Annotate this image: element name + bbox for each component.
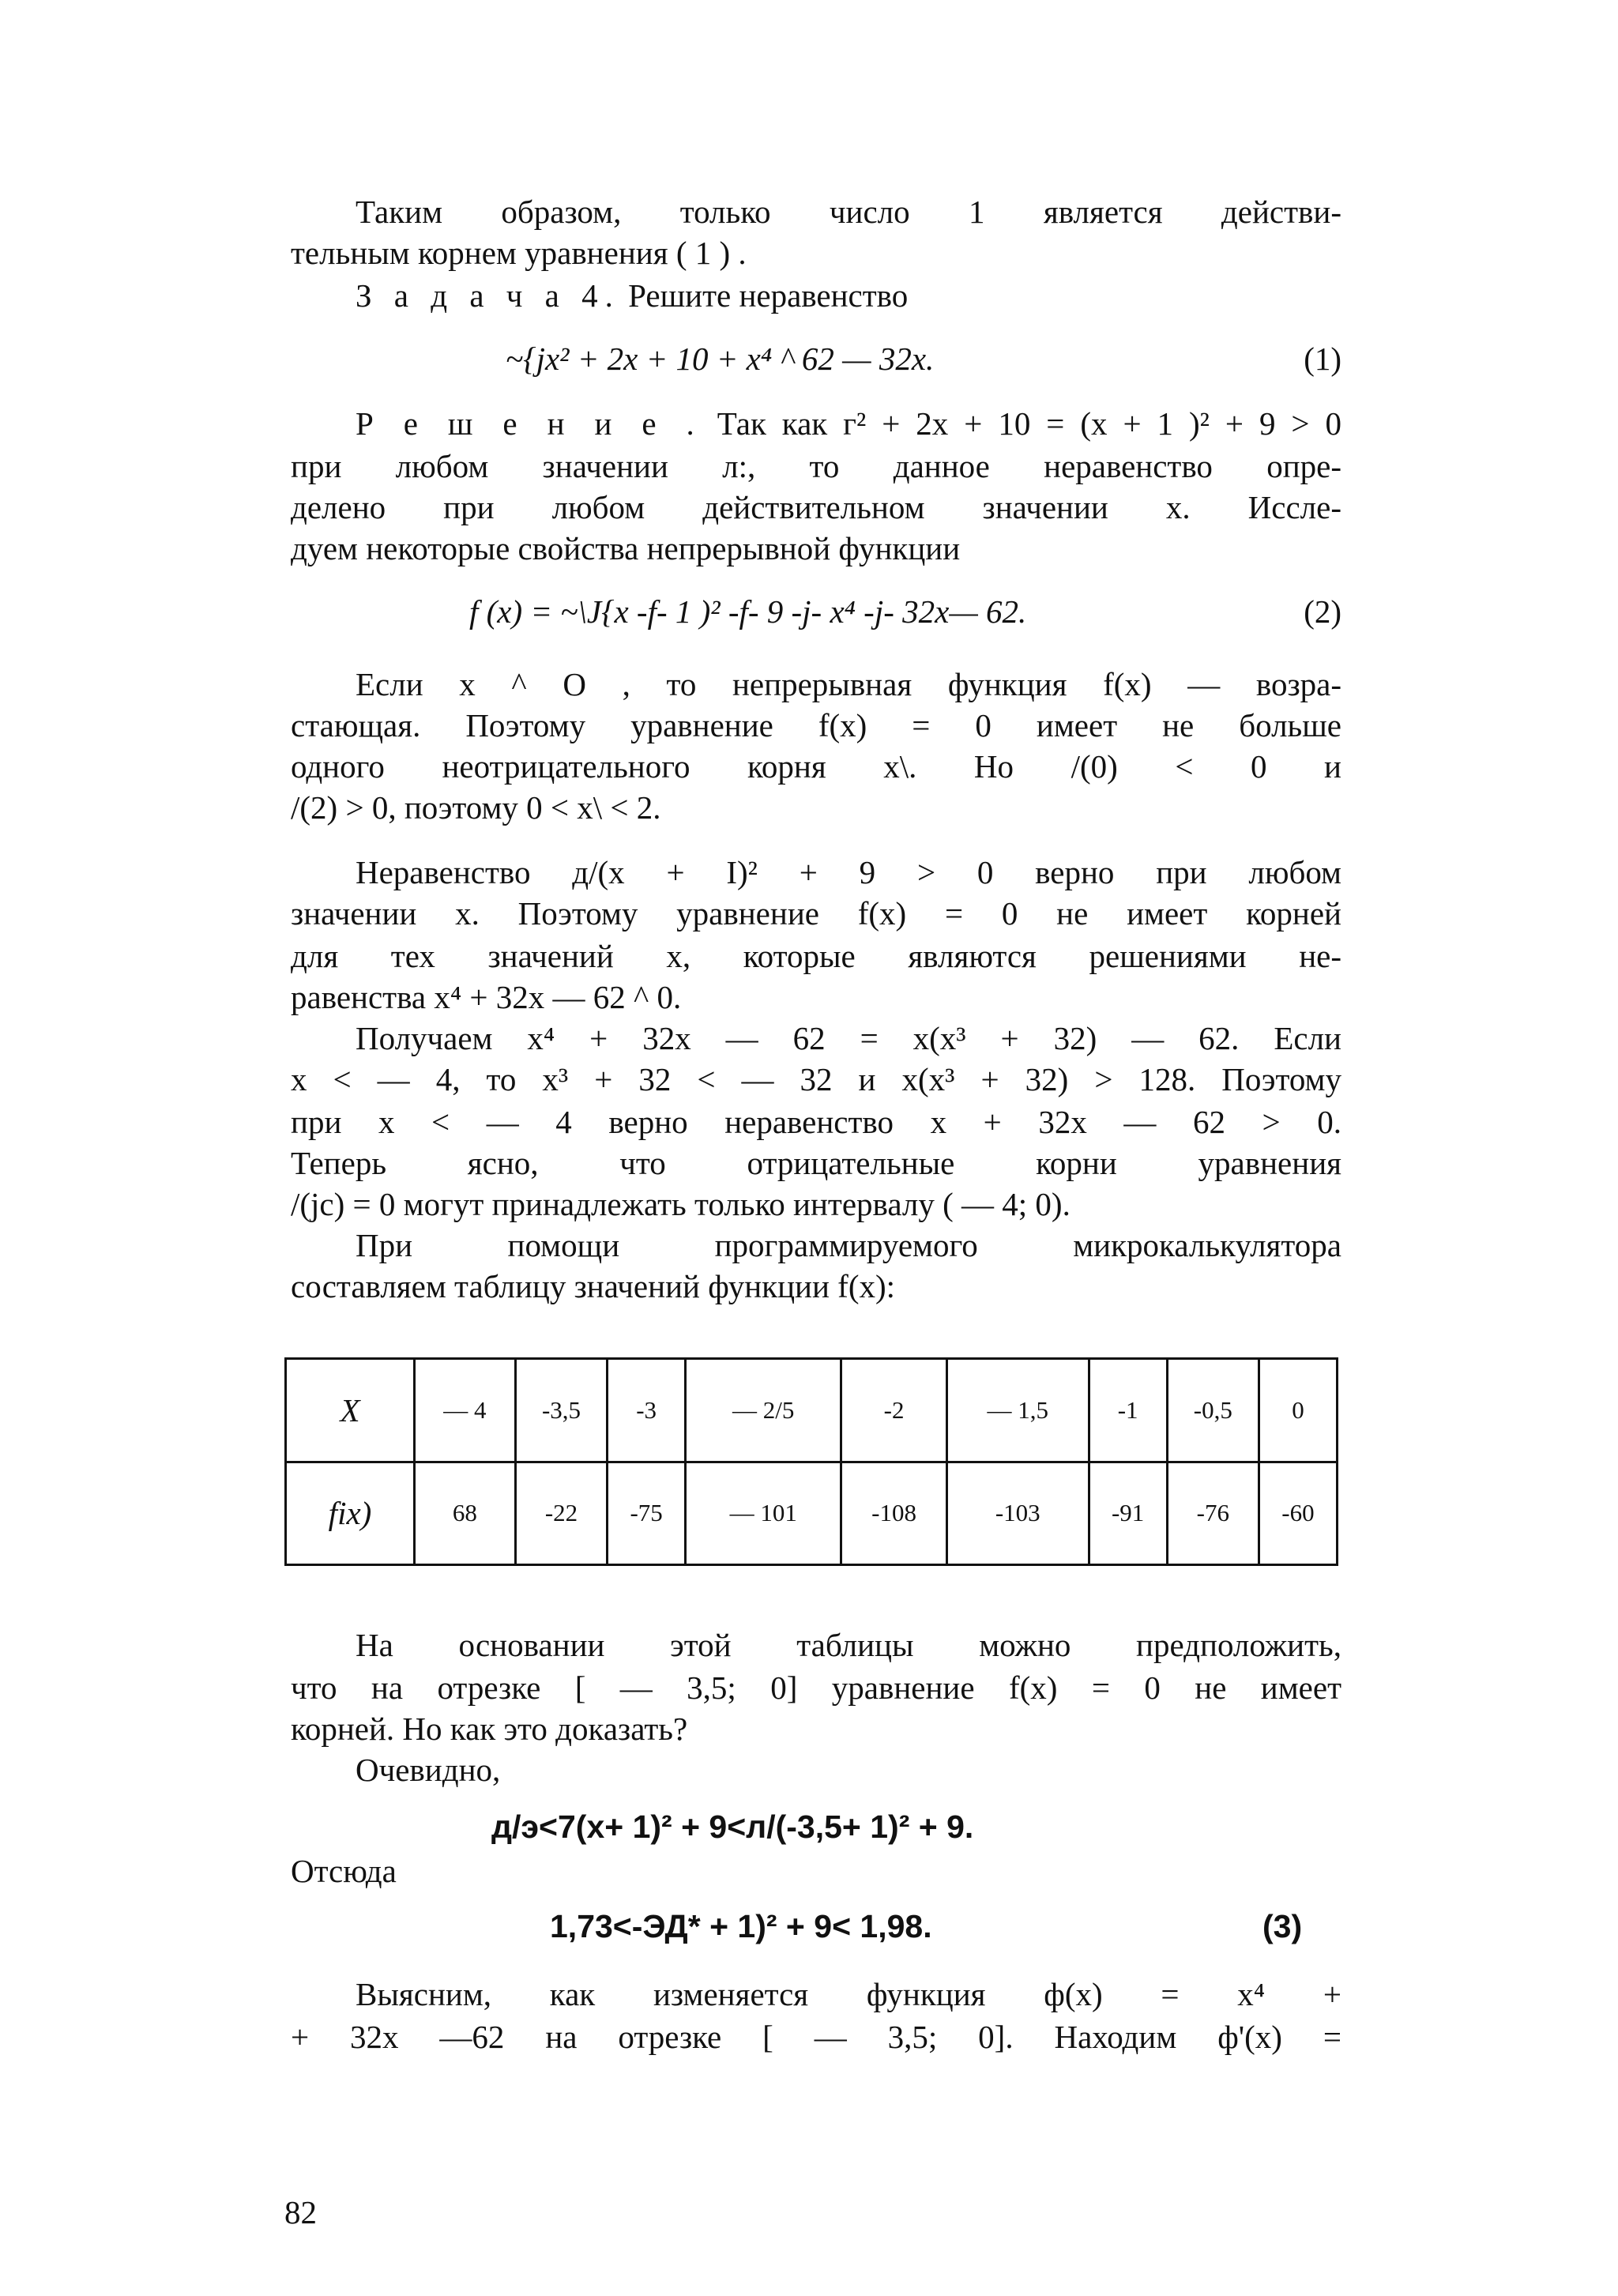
task-text: Решите неравенство [619,277,909,314]
table-cell: -75 [608,1462,686,1565]
text-line: при x < — 4 верно неравенство x + 32x — 62 > 0. [291,1104,1341,1140]
text-line: при любом значении л:, то данное неравенство опре- [291,448,1341,484]
table-cell: — 2/5 [686,1359,841,1462]
table-cell: -1 [1089,1359,1167,1462]
table-cell: -76 [1167,1462,1259,1565]
table-cell: -3,5 [515,1359,607,1462]
text-line: При помощи программируемого микрокалькулятора [356,1227,1341,1263]
table-row-label: fix) [286,1462,415,1565]
formula-1: ~{jx² + 2x + 10 + x⁴ ^ 62 — 32x. [506,341,935,377]
formula-1-number: (1) [1304,341,1341,377]
task-label: З а д а ч а 4. [356,277,620,314]
function-values-table [284,1357,1338,1566]
text-line: одного неотрицательного корня x\. Но /(0) < 0 и [291,748,1341,785]
formula-2-number: (2) [1304,593,1341,630]
text-line: корней. Но как это доказать? [291,1711,688,1747]
text-line: значении x. Поэтому уравнение f(x) = 0 не имеет корней [291,895,1341,932]
table-row [286,1359,1338,1462]
text-line: равенства x⁴ + 32x — 62 ^ 0. [291,979,682,1015]
table-cell: -3 [608,1359,686,1462]
text-line: Выясним, как изменяется функция ф(x) = x⁴ + [356,1976,1341,2012]
task-heading [356,273,1341,318]
text-line: На основании этой таблицы можно предположить, [356,1627,1341,1663]
text-line: Неравенство д/(x + I)² + 9 > 0 верно при любом [356,854,1341,890]
formula-4: 1,73<-ЭД* + 1)² + 9< 1,98. [550,1908,932,1944]
text-line: составляем таблицу значений функции f(x): [291,1268,896,1304]
table-cell: -22 [515,1462,607,1565]
text-line: + 32x —62 на отрезке [ — 3,5; 0]. Находим ф'(x) = [291,2019,1341,2055]
text-line: дуем некоторые свойства непрерывной функции [291,530,961,566]
table-row-label: X [286,1359,415,1462]
text-line: Очевидно, [356,1752,501,1788]
table-cell: -103 [946,1462,1089,1565]
text-line: что на отрезке [ — 3,5; 0] уравнение f(x) = 0 не имеет [291,1669,1341,1706]
text-line: x < — 4, то x³ + 32 < — 32 и x(x³ + 32) > 128. Поэтому [291,1061,1341,1097]
formula-3: д/э<7(x+ 1)² + 9<л/(-3,5+ 1)² + 9. [491,1809,974,1845]
text-line: для тех значений x, которые являются решениями не- [291,938,1341,974]
table-cell: -0,5 [1167,1359,1259,1462]
text-line: Получаем x⁴ + 32x — 62 = x(x³ + 32) — 62. Если [356,1020,1341,1056]
formula-2: f (x) = ~\J{x -f- 1 )² -f- 9 -j- x⁴ -j- 32x— 62. [469,593,1027,630]
table-cell: — 101 [686,1462,841,1565]
solution-text: Так как г² + 2x + 10 = (x + 1 )² + 9 > 0 [701,405,1341,442]
text-line: /(jc) = 0 могут принадлежать только интервалу ( — 4; 0). [291,1186,1071,1222]
table-cell: -108 [841,1462,947,1565]
formula-4-number: (3) [1262,1908,1303,1944]
table-row [286,1462,1338,1565]
table-cell: 0 [1259,1359,1337,1462]
page-number: 82 [284,2194,317,2230]
text-line: Отсюда [291,1853,397,1889]
table-cell: -91 [1089,1462,1167,1565]
text-line: делено при любом действительном значении x. Иссле- [291,489,1341,525]
solution-line [356,401,1341,446]
solution-label: Р е ш е н и е . [356,405,702,442]
text-line: Если x ^ O , то непрерывная функция f(x) — возра- [356,666,1341,702]
table-cell: -60 [1259,1462,1337,1565]
table-cell: 68 [415,1462,516,1565]
text-line: /(2) > 0, поэтому 0 < x\ < 2. [291,789,661,826]
table-cell: — 4 [415,1359,516,1462]
text-line: тельным корнем уравнения ( 1 ) . [291,235,747,271]
table-cell: -2 [841,1359,947,1462]
text-line: Таким образом, только число 1 является действи- [356,194,1341,230]
text-line: стающая. Поэтому уравнение f(x) = 0 имеет не больше [291,707,1341,743]
table-cell: — 1,5 [946,1359,1089,1462]
text-line: Теперь ясно, что отрицательные корни уравнения [291,1145,1341,1181]
